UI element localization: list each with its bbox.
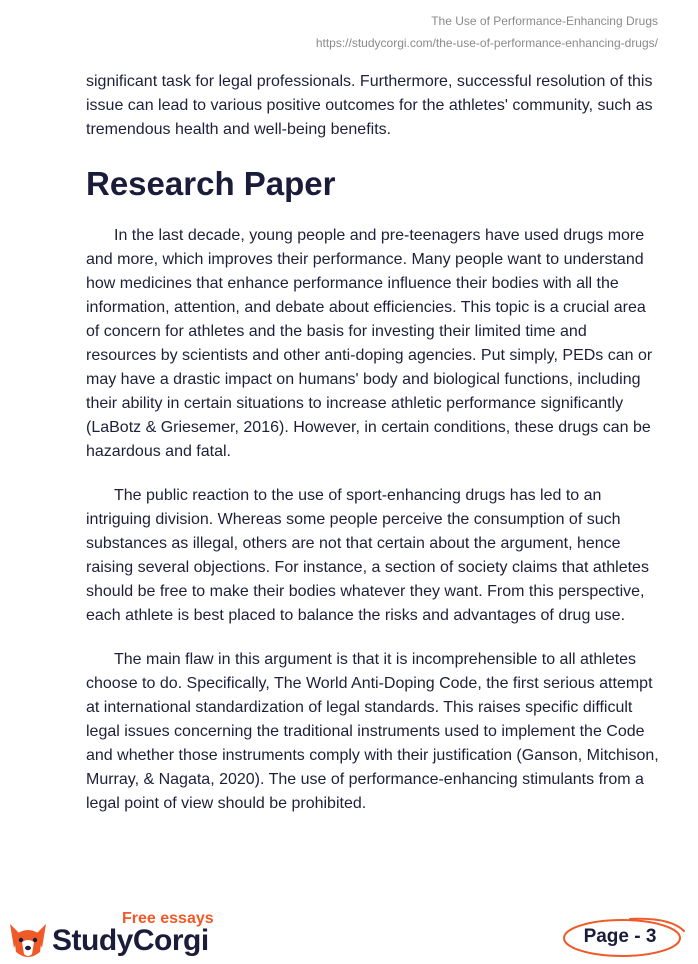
- document-title: The Use of Performance-Enhancing Drugs: [431, 14, 658, 28]
- logo-tagline: Free essays: [122, 910, 214, 927]
- page-number: Page - 3: [583, 926, 657, 947]
- body-paragraph-1: In the last decade, young people and pre-teenagers have used drugs more and more, which improves their performance. Many people want to understand how medicines that enhance performance influence their bodies with all the information, attention, and debate about efficiencies. This topic is a crucial area of concern for athletes and the basis for investing their limited time and resources by scientists and other anti-doping agencies. Put simply, PEDs can or may have a drastic impact on humans' body and biological functions, including their ability in certain situations to increase athletic performance significantly (LaBotz & Griesemer, 2016). However, in certain conditions, these drugs can be hazardous and fatal.: [86, 227, 653, 460]
- body-paragraph-3: The main flaw in this argument is that it is incomprehensible to all athletes choose to do. Specifically, The World Anti-Doping Code, the first serious attempt at international standardization of legal standards. This raises specific difficult legal issues concerning the traditional instruments used to implement the Code and whether those instruments comply with their justification (Ganson, Mitchison, Murray, & Nagata, 2020). The use of performance-enhancing stimulants from a legal point of view should be prohibited.: [86, 651, 659, 812]
- body-paragraph-2: The public reaction to the use of sport-enhancing drugs has led to an intriguing division. Whereas some people perceive the consumption of such substances as illegal, others are not that certain about the argument, hence raising several objections. For instance, a section of society claims that athletes should be free to make their bodies whatever they want. From this perspective, each athlete is best placed to balance the risks and advantages of drug use.: [86, 487, 649, 624]
- section-heading: Research Paper: [86, 165, 336, 202]
- document-body: [86, 70, 660, 816]
- logo-wordmark: StudyCorgi: [52, 924, 209, 957]
- intro-paragraph: significant task for legal professionals. Furthermore, successful resolution of this issue can lead to various positive outcomes for the athletes' community, such as tremendous health and well-being benefits.: [86, 73, 653, 138]
- corgi-icon: [6, 918, 50, 962]
- page-header: [316, 12, 658, 52]
- source-url[interactable]: https://studycorgi.com/the-use-of-performance-enhancing-drugs/: [315, 36, 658, 50]
- studycorgi-logo[interactable]: [6, 910, 216, 962]
- page-number-badge: [560, 915, 690, 959]
